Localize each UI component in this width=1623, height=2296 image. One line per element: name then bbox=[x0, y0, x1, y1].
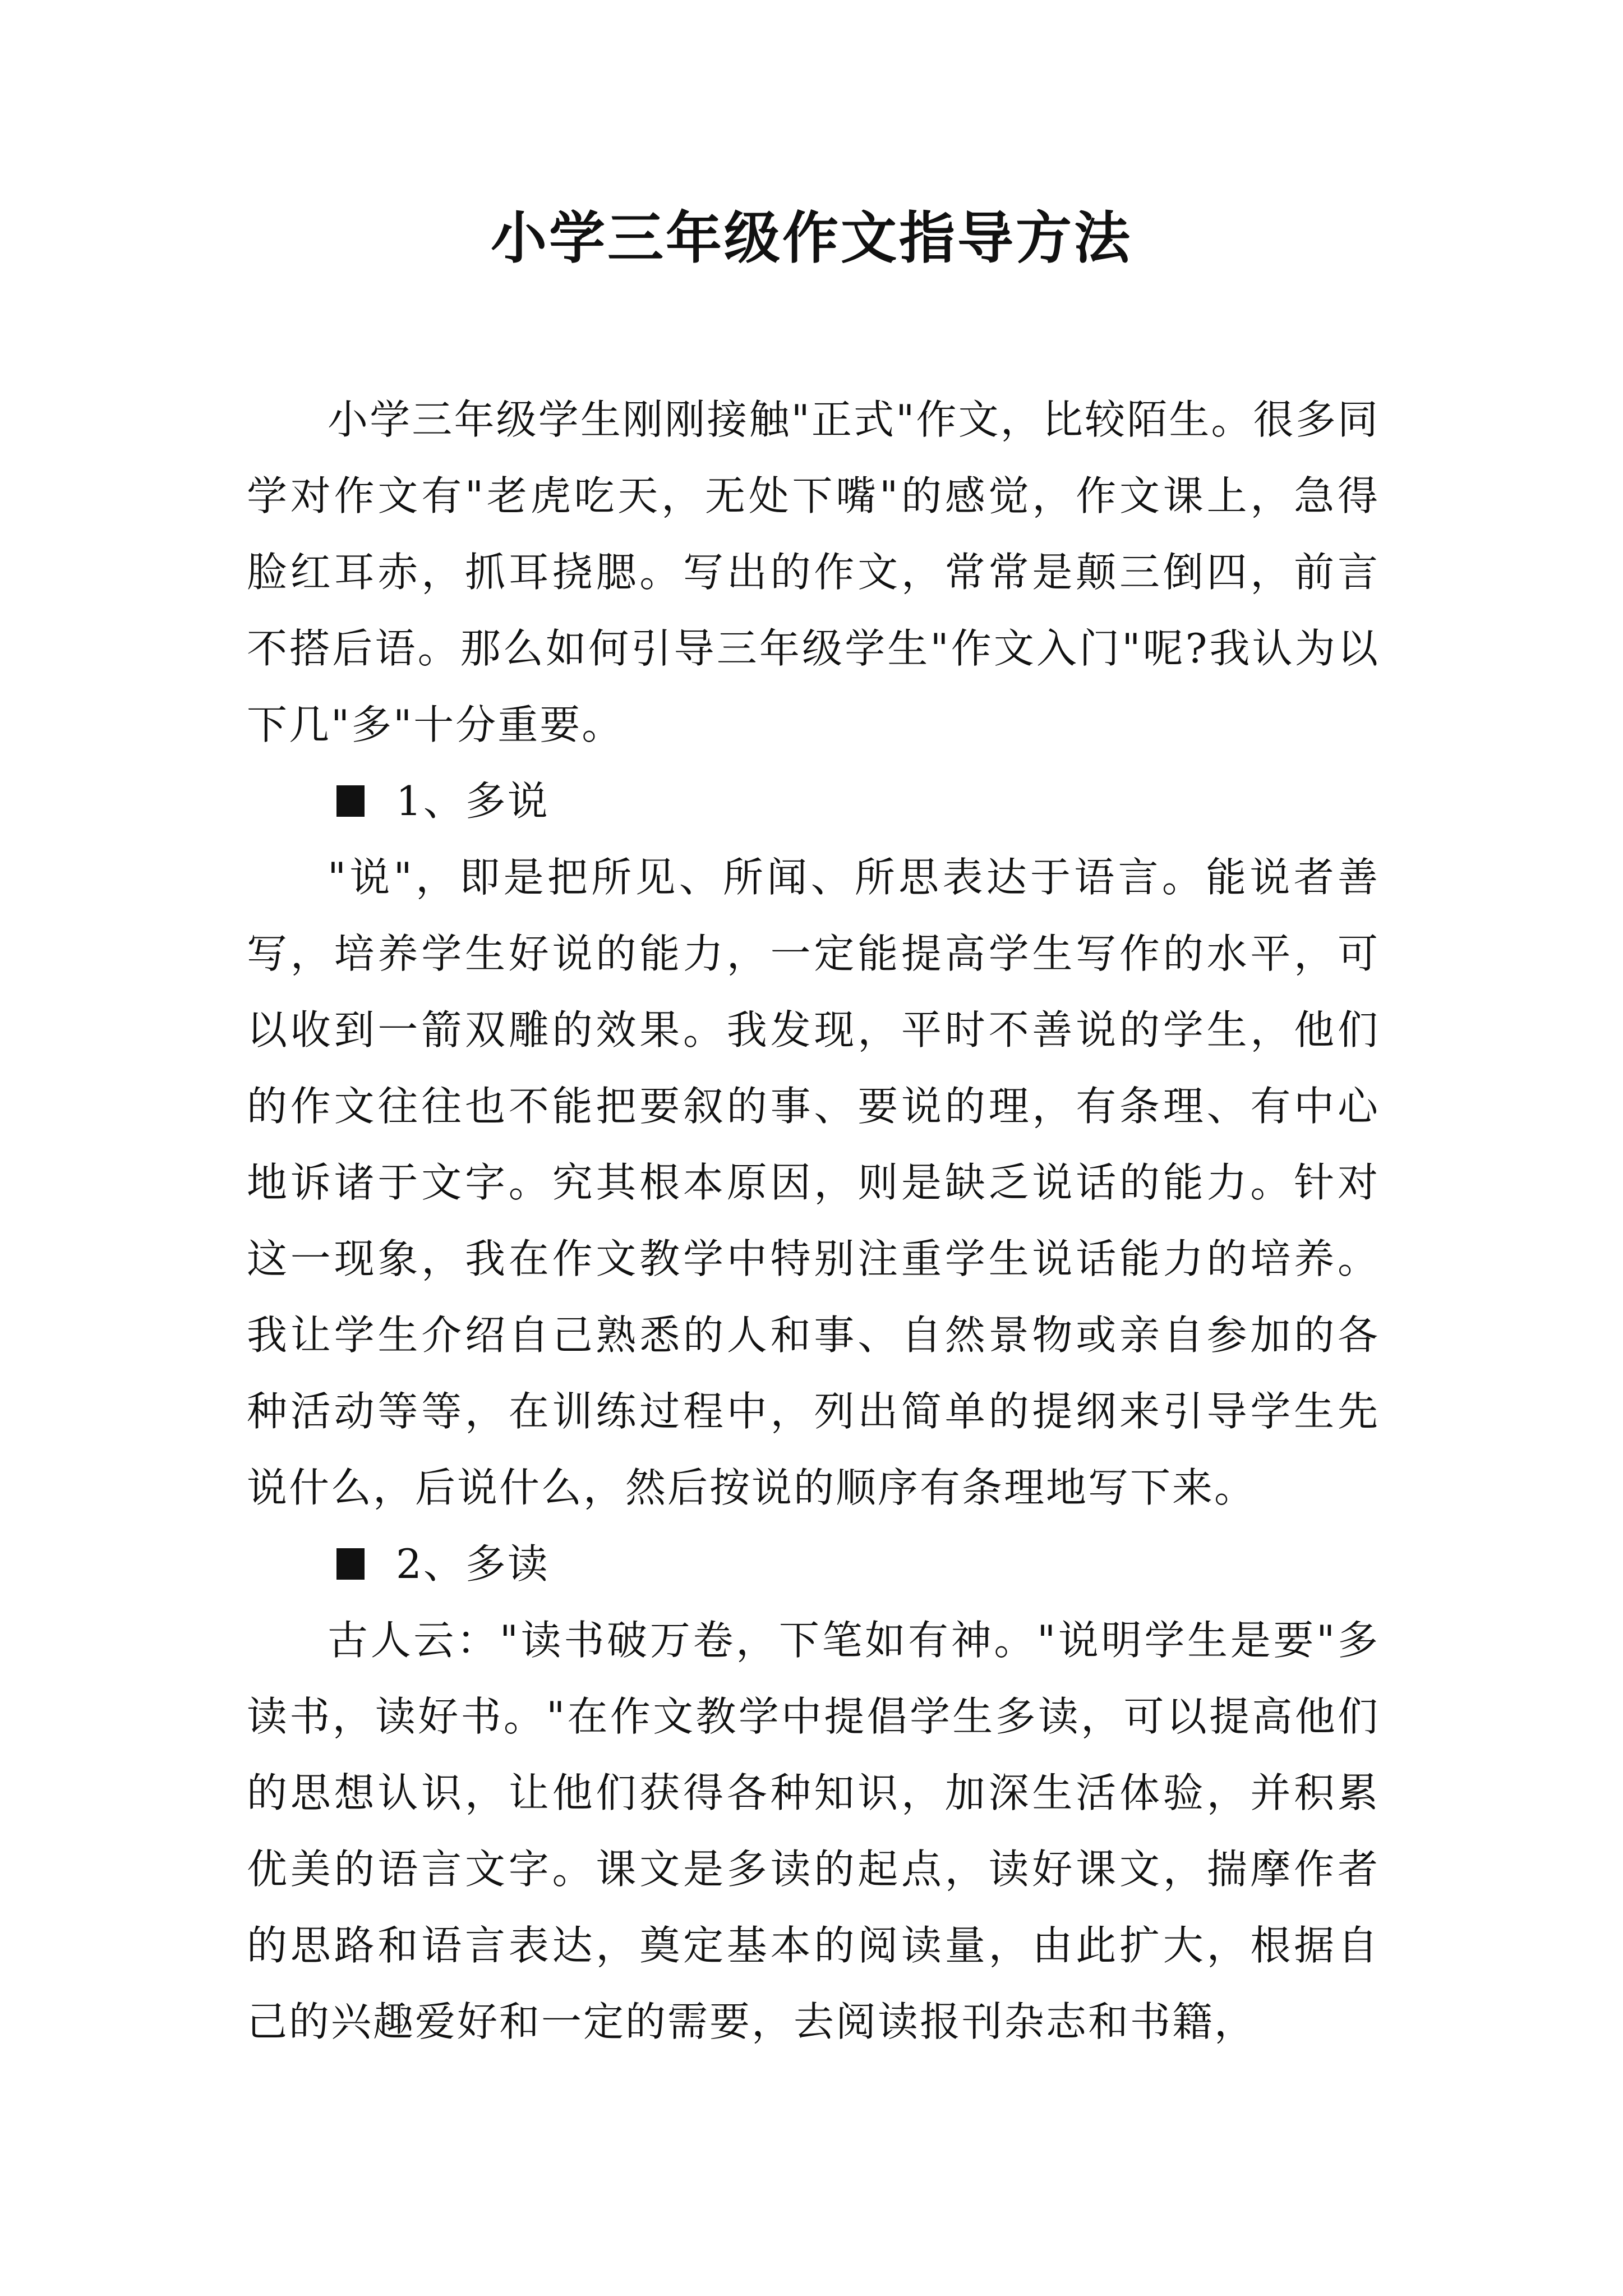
document-body bbox=[247, 381, 1380, 2060]
document-title: 小学三年级作文指导方法 bbox=[491, 205, 1132, 271]
section-heading-label: 2、多读 bbox=[396, 1540, 550, 1588]
section-heading-label: 1、多说 bbox=[396, 777, 550, 825]
square-bullet-icon bbox=[336, 1548, 365, 1580]
intro-paragraph: 小学三年级学生刚刚接触"正式"作文，比较陌生。很多同学对作文有"老虎吃天，无处下嘴"的感觉，作文课上，急得脸红耳赤，抓耳挠腮。写出的作文，常常是颠三倒四，前言不搭后语。那么如何引导三年级学生"作文入门"呢?我认为以下几"多"十分重要。 bbox=[247, 396, 1380, 748]
section-heading bbox=[247, 763, 1380, 839]
section-paragraph: 古人云："读书破万卷，下笔如有神。"说明学生是要"多读书，读好书。"在作文教学中提倡学生多读，可以提高他们的思想认识，让他们获得各种知识，加深生活体验，并积累优美的语言文字。课文是多读的起点，读好课文，揣摩作者的思路和语言表达，奠定基本的阅读量，由此扩大，根据自己的兴趣爱好和一定的需要，去阅读报刊杂志和书籍， bbox=[247, 1617, 1380, 2045]
square-bullet-icon bbox=[336, 785, 365, 817]
section-paragraph: "说"，即是把所见、所闻、所思表达于语言。能说者善写，培养学生好说的能力，一定能提高学生写作的水平，可以收到一箭双雕的效果。我发现，平时不善说的学生，他们的作文往往也不能把要叙的事、要说的理，有条理、有中心地诉诸于文字。究其根本原因，则是缺乏说话的能力。针对这一现象，我在作文教学中特别注重学生说话能力的培养。我让学生介绍自己熟悉的人和事、自然景物或亲自参加的各种活动等等，在训练过程中，列出简单的提纲来引导学生先说什么，后说什么，然后按说的顺序有条理地写下来。 bbox=[247, 854, 1380, 1511]
section-heading bbox=[247, 1526, 1380, 1602]
